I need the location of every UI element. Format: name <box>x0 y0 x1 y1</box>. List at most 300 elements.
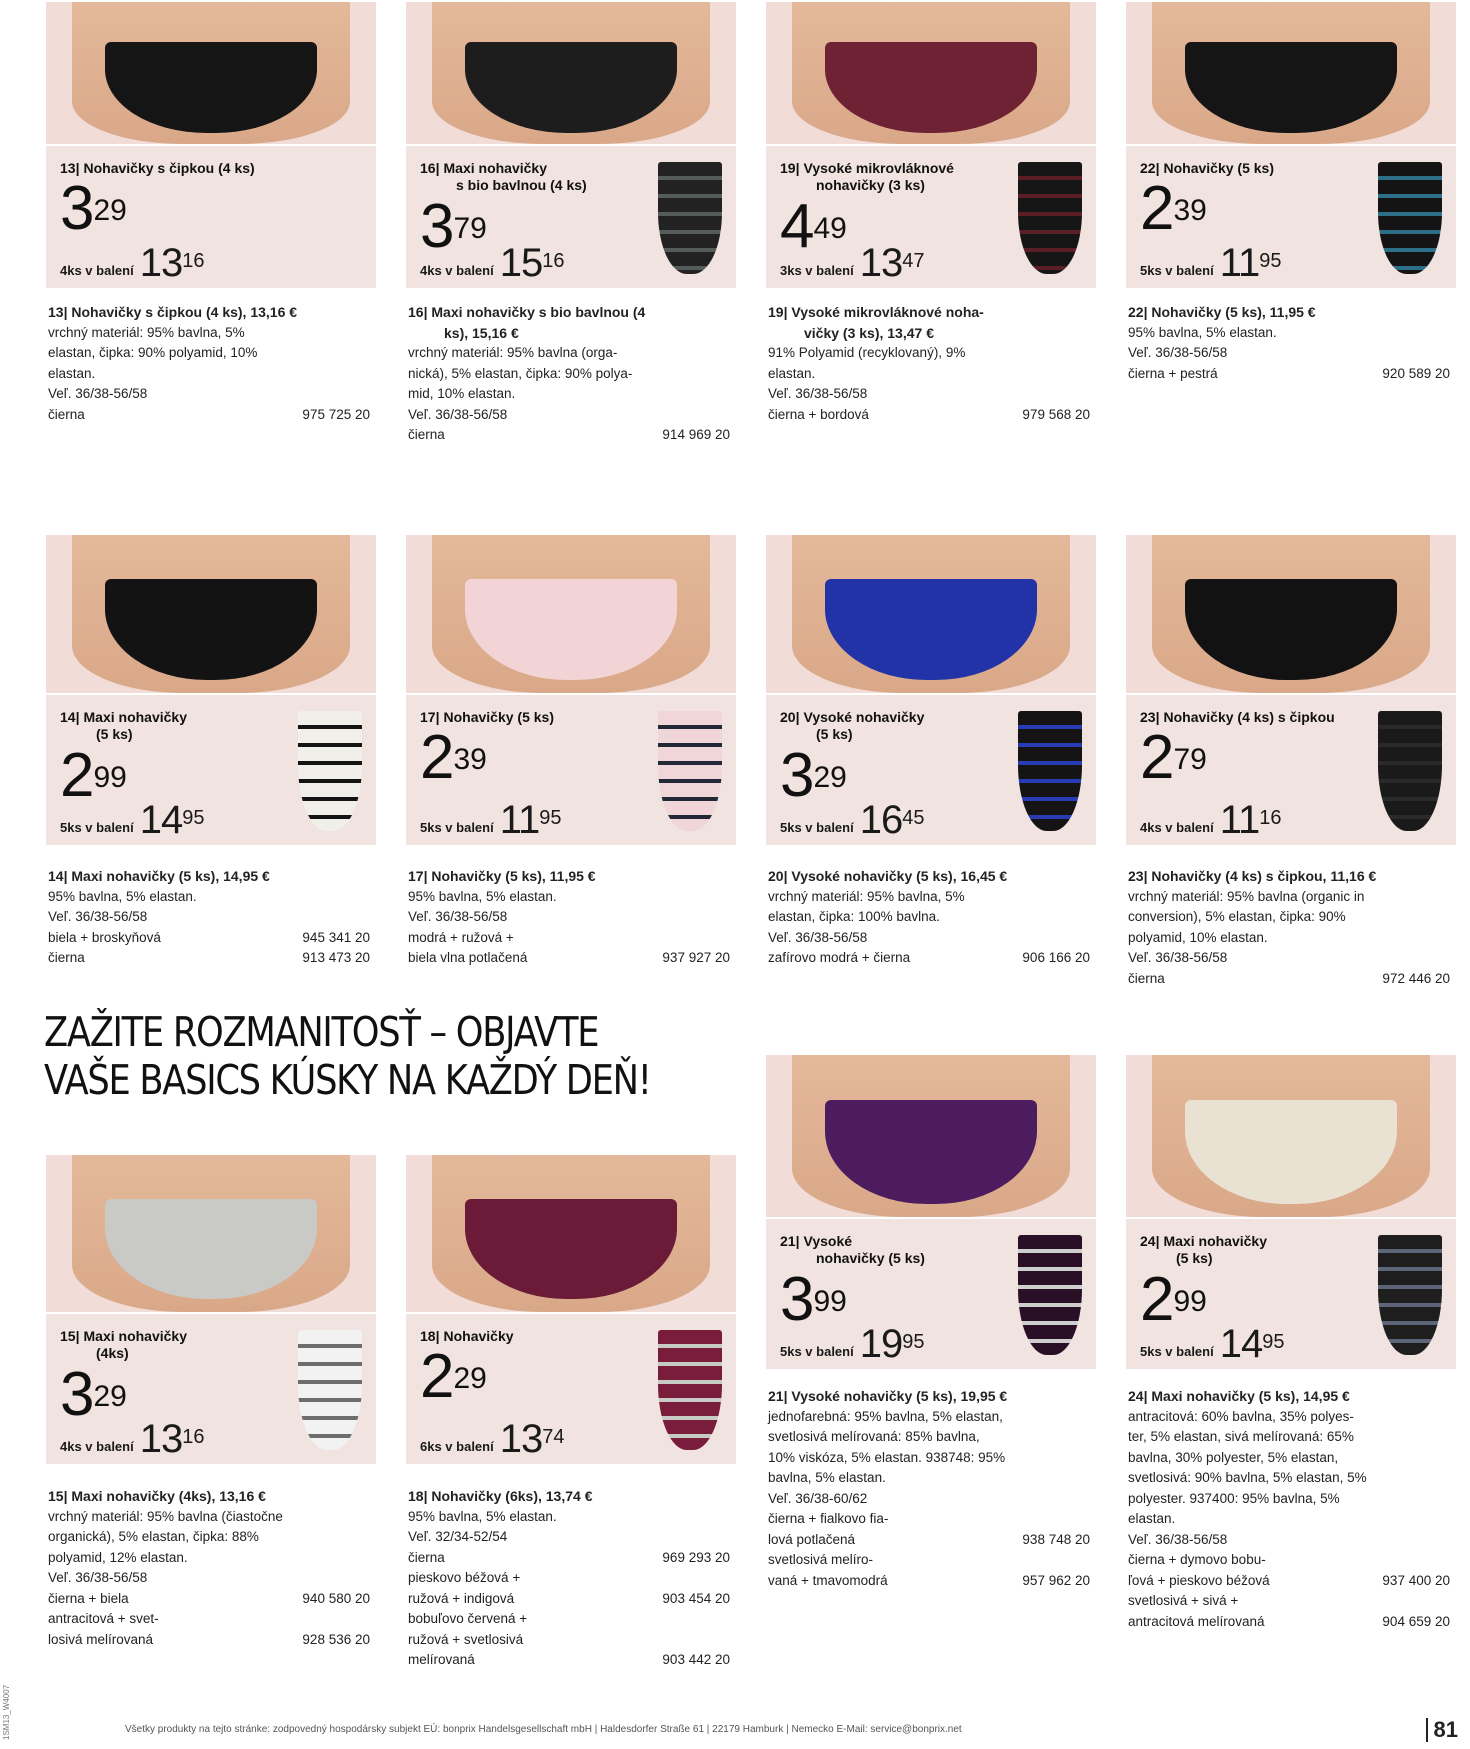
headline-line-1: ZAŽITE ROZMANITOSŤ – OBJAVTE <box>44 1008 599 1056</box>
order-number: 937 400 20 <box>1382 1572 1450 1588</box>
product-name: Vysoké nohavičky <box>803 709 925 725</box>
unit-price-dec: 39 <box>453 743 487 776</box>
variant-row <box>768 1509 1098 1530</box>
unit-price <box>60 174 127 243</box>
pack-total <box>139 241 205 285</box>
product-description <box>768 302 1098 425</box>
variant-row <box>48 405 378 426</box>
pack-label: 3ks v balení <box>780 263 854 278</box>
pack-total-dec: 16 <box>182 250 205 272</box>
unit-price-int: 2 <box>1140 1265 1174 1334</box>
pack-total <box>139 1417 205 1461</box>
variant-color: čierna <box>48 950 85 965</box>
pack-total-dec: 95 <box>539 807 562 829</box>
product-description <box>48 1486 378 1650</box>
description-title-text: 18| Nohavičky (6ks), 13,74 € <box>408 1488 593 1504</box>
unit-price-int: 2 <box>60 741 94 810</box>
pack-total-int: 11 <box>1219 798 1260 842</box>
order-number: 945 341 20 <box>302 929 370 945</box>
stacked-garments-image <box>1018 1235 1082 1355</box>
description-line: vrchný materiál: 95% bavlna (organic in <box>1128 888 1365 904</box>
pack-price <box>1140 241 1282 285</box>
description-title-text: 19| Vysoké mikrovláknové noha- <box>768 304 984 320</box>
product-name: Nohavičky (4 ks) s čipkou <box>1163 709 1335 725</box>
product-number: 14| <box>60 709 80 725</box>
page-footer <box>0 1716 1470 1746</box>
variant-color: antracitová melírovaná <box>1128 1613 1265 1629</box>
product-photo[interactable] <box>406 535 736 693</box>
variant-color: čierna + bordová <box>768 406 869 422</box>
pack-total-int: 14 <box>1219 1322 1263 1366</box>
pack-total-dec: 16 <box>1259 807 1282 829</box>
pack-thumbnail <box>658 711 722 831</box>
pack-total <box>499 798 562 842</box>
pack-total-int: 11 <box>1219 241 1260 285</box>
pack-label: 5ks v balení <box>420 820 494 835</box>
footer-legal-text: Všetky produkty na tejto stránke: zodpovedný hospodársky subjekt EÚ: bonprix Handelsgesellschaft mbH | Haldesdorfer Straße 61 | 22179 Hamburk | Nemecko E-Mail: service@bonprix.net <box>125 1724 962 1735</box>
description-line: conversion), 5% elastan, čipka: 90% <box>1128 909 1346 924</box>
stacked-garments-image <box>298 711 362 831</box>
price-panel <box>46 1314 376 1464</box>
pack-total-int: 11 <box>499 798 540 842</box>
variant-row <box>408 948 738 969</box>
pack-total <box>499 1417 565 1461</box>
unit-price-dec: 99 <box>93 761 127 794</box>
product-name-cont: nohavičky (5 ks) <box>816 1250 925 1266</box>
variant-color: čierna + fialkovo fia- <box>768 1511 889 1526</box>
product-name: Nohavičky <box>443 1328 514 1344</box>
price-panel <box>406 146 736 288</box>
pack-total <box>859 241 925 285</box>
description-title-text: 14| Maxi nohavičky (5 ks), 14,95 € <box>48 868 270 884</box>
unit-price-int: 2 <box>1140 174 1174 243</box>
variant-color: modrá + ružová + <box>408 929 514 945</box>
variant-color: čierna + dymovo bobu- <box>1128 1552 1266 1567</box>
pack-price <box>60 1417 205 1461</box>
product-name: Maxi nohavičky <box>1163 1233 1267 1249</box>
product-title <box>60 1328 260 1362</box>
variant-color: čierna + biela <box>48 1590 129 1606</box>
unit-price <box>780 1265 847 1334</box>
pack-label: 5ks v balení <box>1140 263 1214 278</box>
pack-total-int: 13 <box>499 1417 543 1461</box>
product-number: 18| <box>420 1328 440 1344</box>
variant-color: antracitová + svet- <box>48 1611 159 1626</box>
description-line: elastan, čipka: 100% bavlna. <box>768 909 940 924</box>
price-panel <box>46 146 376 288</box>
stacked-garments-image <box>298 1330 362 1450</box>
unit-price-dec: 79 <box>453 212 487 245</box>
description-line: Veľ. 36/38-60/62 <box>768 1490 868 1506</box>
unit-price <box>1140 174 1207 243</box>
order-number: 957 962 20 <box>1022 1572 1090 1588</box>
product-number: 22| <box>1140 160 1160 176</box>
description-line: bavlna, 5% elastan. <box>768 1470 886 1485</box>
order-number <box>730 928 738 949</box>
product-name: Maxi nohavičky <box>83 709 187 725</box>
description-line: elastan, čipka: 90% polyamid, 10% <box>48 345 258 360</box>
variant-color: melírovaná <box>408 1652 475 1667</box>
product-number: 13| <box>60 160 80 176</box>
price-panel <box>766 695 1096 845</box>
stacked-garments-image <box>658 711 722 831</box>
pack-total <box>139 798 205 842</box>
pack-total <box>859 798 925 842</box>
pack-total <box>499 241 565 285</box>
order-number <box>1090 1509 1098 1530</box>
product-description <box>48 866 378 969</box>
product-photo[interactable] <box>406 1155 736 1312</box>
description-title <box>48 302 378 323</box>
product-description <box>768 866 1098 969</box>
variant-row <box>768 405 1098 426</box>
pack-label: 6ks v balení <box>420 1439 494 1454</box>
description-line: organická), 5% elastan, čipka: 88% <box>48 1529 259 1544</box>
variant-row <box>408 1589 738 1610</box>
variant-row <box>408 1568 738 1589</box>
description-line: vrchný materiál: 95% bavlna (orga- <box>408 345 618 360</box>
description-line: polyester. 937400: 95% bavlna, 5% <box>1128 1490 1340 1506</box>
price-panel <box>1126 146 1456 288</box>
description-line: 95% bavlna, 5% elastan. <box>408 1508 557 1524</box>
product-photo[interactable] <box>766 2 1096 144</box>
pack-total-int: 13 <box>139 1417 183 1461</box>
variant-row <box>768 948 1098 969</box>
pack-price <box>420 1417 565 1461</box>
pack-total-dec: 95 <box>1262 1331 1285 1353</box>
variant-color: bobuľovo červená + <box>408 1611 528 1626</box>
order-number <box>730 1630 738 1651</box>
variant-color: biela + broskyňová <box>48 929 161 945</box>
description-line: Veľ. 36/38-56/58 <box>1128 950 1228 965</box>
unit-price-int: 3 <box>780 741 814 810</box>
unit-price-dec: 29 <box>93 194 127 227</box>
description-title <box>768 1386 1098 1407</box>
product-number: 17| <box>420 709 440 725</box>
product-description <box>48 302 378 425</box>
product-number: 20| <box>780 709 800 725</box>
product-photo[interactable] <box>406 2 736 144</box>
variant-row <box>1128 1591 1458 1612</box>
pack-label: 4ks v balení <box>1140 820 1214 835</box>
pack-thumbnail <box>1018 711 1082 831</box>
description-line: elastan. <box>48 365 96 381</box>
description-title-cont: ks), 15,16 € <box>444 324 519 341</box>
pack-total-dec: 95 <box>182 807 205 829</box>
product-photo[interactable] <box>1126 1055 1456 1217</box>
pack-total-dec: 16 <box>182 1426 205 1448</box>
variant-color: ružová + indigová <box>408 1590 515 1606</box>
order-number: 903 454 20 <box>662 1590 730 1606</box>
description-title-text: 16| Maxi nohavičky s bio bavlnou (4 <box>408 304 646 320</box>
variant-color: čierna <box>1128 970 1165 986</box>
pack-total-dec: 47 <box>902 250 925 272</box>
variant-row <box>408 1650 738 1671</box>
pack-total-dec: 16 <box>542 250 565 272</box>
product-name-cont: (4ks) <box>96 1345 129 1361</box>
pack-price <box>60 798 205 842</box>
description-title-text: 15| Maxi nohavičky (4ks), 13,16 € <box>48 1488 266 1504</box>
variant-color: svetlosivá + sivá + <box>1128 1593 1239 1608</box>
product-title <box>780 709 980 743</box>
product-name-cont: (5 ks) <box>816 726 853 742</box>
variant-row <box>408 928 738 949</box>
description-line: Veľ. 36/38-56/58 <box>1128 1531 1228 1547</box>
product-photo[interactable] <box>46 1155 376 1312</box>
variant-color: biela vlna potlačená <box>408 950 528 965</box>
description-title <box>408 866 738 887</box>
pack-thumbnail <box>298 711 362 831</box>
price-panel <box>1126 695 1456 845</box>
order-number: 906 166 20 <box>1022 950 1090 965</box>
order-number: 969 293 20 <box>662 1549 730 1565</box>
description-line: Veľ. 36/38-56/58 <box>768 386 868 401</box>
product-name: Vysoké mikrovláknové <box>803 160 954 176</box>
description-title-text: 21| Vysoké nohavičky (5 ks), 19,95 € <box>768 1388 1008 1404</box>
unit-price-int: 2 <box>420 723 454 792</box>
unit-price-int: 3 <box>780 1265 814 1334</box>
order-number <box>370 1609 378 1630</box>
description-title-text: 17| Nohavičky (5 ks), 11,95 € <box>408 868 596 884</box>
product-number: 16| <box>420 160 440 176</box>
pack-thumbnail <box>1018 162 1082 274</box>
description-line: 91% Polyamid (recyklovaný), 9% <box>768 345 966 360</box>
order-number <box>1450 1591 1458 1612</box>
product-photo[interactable] <box>46 2 376 144</box>
product-photo[interactable] <box>766 535 1096 693</box>
variant-color: čierna <box>48 406 85 422</box>
pack-total-dec: 95 <box>1259 250 1282 272</box>
description-line: Veľ. 36/38-56/58 <box>768 929 868 945</box>
order-number: 914 969 20 <box>662 427 730 442</box>
product-title <box>60 709 260 743</box>
variant-row <box>768 1571 1098 1592</box>
description-line: vrchný materiál: 95% bavlna, 5% <box>48 324 245 340</box>
product-photo[interactable] <box>1126 2 1456 144</box>
pack-total <box>859 1322 925 1366</box>
description-title <box>1128 302 1458 323</box>
description-line: elastan. <box>768 365 816 381</box>
variant-color: čierna <box>408 1549 445 1565</box>
variant-row <box>1128 1612 1458 1633</box>
stacked-garments-image <box>1378 711 1442 831</box>
variant-row <box>768 1550 1098 1571</box>
pack-price <box>1140 1322 1285 1366</box>
order-number: 920 589 20 <box>1382 365 1450 381</box>
page-number: 81 <box>1426 1718 1458 1742</box>
product-description <box>768 1386 1098 1591</box>
price-panel <box>406 695 736 845</box>
product-title <box>1140 1233 1340 1267</box>
product-number: 15| <box>60 1328 80 1344</box>
pack-label: 5ks v balení <box>1140 1344 1214 1359</box>
description-line: Veľ. 36/38-56/58 <box>408 909 508 924</box>
product-name: Maxi nohavičky <box>83 1328 187 1344</box>
order-number: 938 748 20 <box>1022 1531 1090 1547</box>
description-line: Veľ. 36/38-56/58 <box>1128 345 1228 360</box>
unit-price <box>60 741 127 810</box>
product-title <box>780 1233 980 1267</box>
variant-row <box>48 1630 378 1651</box>
variant-color: vaná + tmavomodrá <box>768 1572 888 1588</box>
variant-row <box>1128 1571 1458 1592</box>
stacked-garments-image <box>1378 1235 1442 1355</box>
unit-price-int: 4 <box>780 192 814 261</box>
order-number: 928 536 20 <box>302 1631 370 1647</box>
product-description <box>408 866 738 969</box>
variant-color: ľová + pieskovo béžová <box>1128 1572 1270 1588</box>
unit-price-int: 3 <box>420 192 454 261</box>
variant-row <box>408 425 738 446</box>
pack-total <box>1219 1322 1285 1366</box>
variant-row <box>768 1530 1098 1551</box>
order-number: 940 580 20 <box>302 1590 370 1606</box>
variant-row <box>1128 364 1458 385</box>
unit-price <box>1140 723 1207 792</box>
description-line: Veľ. 32/34-52/54 <box>408 1529 508 1544</box>
page-headline <box>44 1008 651 1104</box>
pack-total-int: 13 <box>139 241 183 285</box>
description-title <box>408 1486 738 1507</box>
order-number <box>730 1568 738 1589</box>
pack-total-int: 14 <box>139 798 183 842</box>
stacked-garments-image <box>1378 162 1442 274</box>
pack-thumbnail <box>1018 1235 1082 1355</box>
description-line: elastan. <box>1128 1511 1176 1526</box>
headline-line-2: VAŠE BASICS KÚSKY NA KAŽDÝ DEŇ! <box>44 1056 651 1104</box>
variant-color: lová potlačená <box>768 1531 856 1547</box>
variant-row <box>48 1589 378 1610</box>
side-code-text: 1SM13_W4007 <box>2 1684 11 1740</box>
unit-price-dec: 39 <box>1173 194 1207 227</box>
stacked-garments-image <box>658 1330 722 1450</box>
variant-row <box>48 948 378 969</box>
price-panel <box>406 1314 736 1464</box>
description-title-text: 22| Nohavičky (5 ks), 11,95 € <box>1128 304 1316 320</box>
unit-price-int: 3 <box>60 174 94 243</box>
pack-total-dec: 45 <box>902 807 925 829</box>
unit-price-dec: 79 <box>1173 743 1207 776</box>
description-title <box>1128 1386 1458 1407</box>
product-photo[interactable] <box>46 535 376 693</box>
order-number: 975 725 20 <box>302 406 370 422</box>
variant-color: zafírovo modrá + čierna <box>768 950 911 965</box>
unit-price-dec: 99 <box>813 1285 847 1318</box>
unit-price-dec: 99 <box>1173 1285 1207 1318</box>
pack-label: 5ks v balení <box>780 820 854 835</box>
variant-color: ružová + svetlosivá <box>408 1631 524 1647</box>
unit-price-dec: 29 <box>93 1380 127 1413</box>
unit-price-int: 2 <box>420 1342 454 1411</box>
pack-price <box>60 241 205 285</box>
price-panel <box>766 146 1096 288</box>
description-title-text: 20| Vysoké nohavičky (5 ks), 16,45 € <box>768 868 1008 884</box>
variant-color: pieskovo béžová + <box>408 1570 521 1585</box>
variant-row <box>408 1609 738 1630</box>
product-name: Nohavičky (5 ks) <box>1163 160 1274 176</box>
order-number: 979 568 20 <box>1022 406 1090 422</box>
description-title-cont: vičky (3 ks), 13,47 € <box>804 324 934 341</box>
pack-total <box>1219 798 1282 842</box>
description-line: nická), 5% elastan, čipka: 90% polya- <box>408 365 633 381</box>
description-title <box>768 302 1098 343</box>
description-line: polyamid, 10% elastan. <box>1128 929 1268 945</box>
unit-price-dec: 29 <box>813 761 847 794</box>
unit-price <box>60 1360 127 1429</box>
pack-price <box>1140 798 1282 842</box>
order-number: 913 473 20 <box>302 950 370 965</box>
unit-price <box>420 723 487 792</box>
variant-color: svetlosivá melíro- <box>768 1552 874 1567</box>
description-line: ter, 5% elastan, sivá melírovaná: 65% <box>1128 1429 1354 1444</box>
pack-label: 4ks v balení <box>60 1439 134 1454</box>
pack-total-int: 13 <box>859 241 903 285</box>
product-photo[interactable] <box>1126 535 1456 693</box>
description-line: vrchný materiál: 95% bavlna, 5% <box>768 888 965 904</box>
order-number: 903 442 20 <box>662 1652 730 1667</box>
pack-thumbnail <box>658 162 722 274</box>
product-description <box>1128 866 1458 989</box>
pack-total-dec: 74 <box>542 1426 565 1448</box>
variant-row <box>48 1609 378 1630</box>
description-line: svetlosivá melírovaná: 85% bavlna, <box>768 1429 980 1444</box>
product-photo[interactable] <box>766 1055 1096 1217</box>
variant-color: čierna <box>408 427 445 442</box>
description-line: antracitová: 60% bavlna, 35% polyes- <box>1128 1408 1354 1424</box>
stacked-garments-image <box>658 162 722 274</box>
stacked-garments-image <box>1018 162 1082 274</box>
order-number <box>1090 1550 1098 1571</box>
description-title-text: 24| Maxi nohavičky (5 ks), 14,95 € <box>1128 1388 1350 1404</box>
description-line: svetlosivá: 90% bavlna, 5% elastan, 5% <box>1128 1470 1367 1485</box>
unit-price-dec: 29 <box>453 1362 487 1395</box>
pack-thumbnail <box>1378 162 1442 274</box>
product-title <box>780 160 980 194</box>
pack-thumbnail <box>1378 1235 1442 1355</box>
pack-label: 5ks v balení <box>780 1344 854 1359</box>
description-line: polyamid, 12% elastan. <box>48 1549 188 1565</box>
description-line: Veľ. 36/38-56/58 <box>48 386 148 401</box>
pack-thumbnail <box>298 1330 362 1450</box>
variant-row <box>48 928 378 949</box>
order-number: 904 659 20 <box>1382 1613 1450 1629</box>
product-name-cont: (5 ks) <box>96 726 133 742</box>
pack-price <box>780 798 925 842</box>
variant-row <box>1128 1550 1458 1571</box>
description-line: Veľ. 36/38-56/58 <box>408 406 508 422</box>
order-number <box>730 1609 738 1630</box>
pack-label: 4ks v balení <box>420 263 494 278</box>
pack-total <box>1219 241 1282 285</box>
product-name-cont: nohavičky (3 ks) <box>816 177 925 193</box>
description-line: mid, 10% elastan. <box>408 386 516 401</box>
unit-price-int: 2 <box>1140 723 1174 792</box>
order-number: 937 927 20 <box>662 950 730 965</box>
description-title <box>1128 866 1458 887</box>
description-title <box>768 866 1098 887</box>
description-line: Veľ. 36/38-56/58 <box>48 1570 148 1585</box>
product-name: Maxi nohavičky <box>443 160 547 176</box>
description-line: 95% bavlna, 5% elastan. <box>408 888 557 904</box>
product-number: 19| <box>780 160 800 176</box>
product-name: Nohavičky s čipkou (4 ks) <box>83 160 255 176</box>
price-panel <box>766 1219 1096 1369</box>
variant-color: losivá melírovaná <box>48 1631 154 1647</box>
unit-price <box>1140 1265 1207 1334</box>
variant-row <box>408 1548 738 1569</box>
description-line: bavlna, 30% polyester, 5% elastan, <box>1128 1449 1339 1465</box>
price-panel <box>1126 1219 1456 1369</box>
